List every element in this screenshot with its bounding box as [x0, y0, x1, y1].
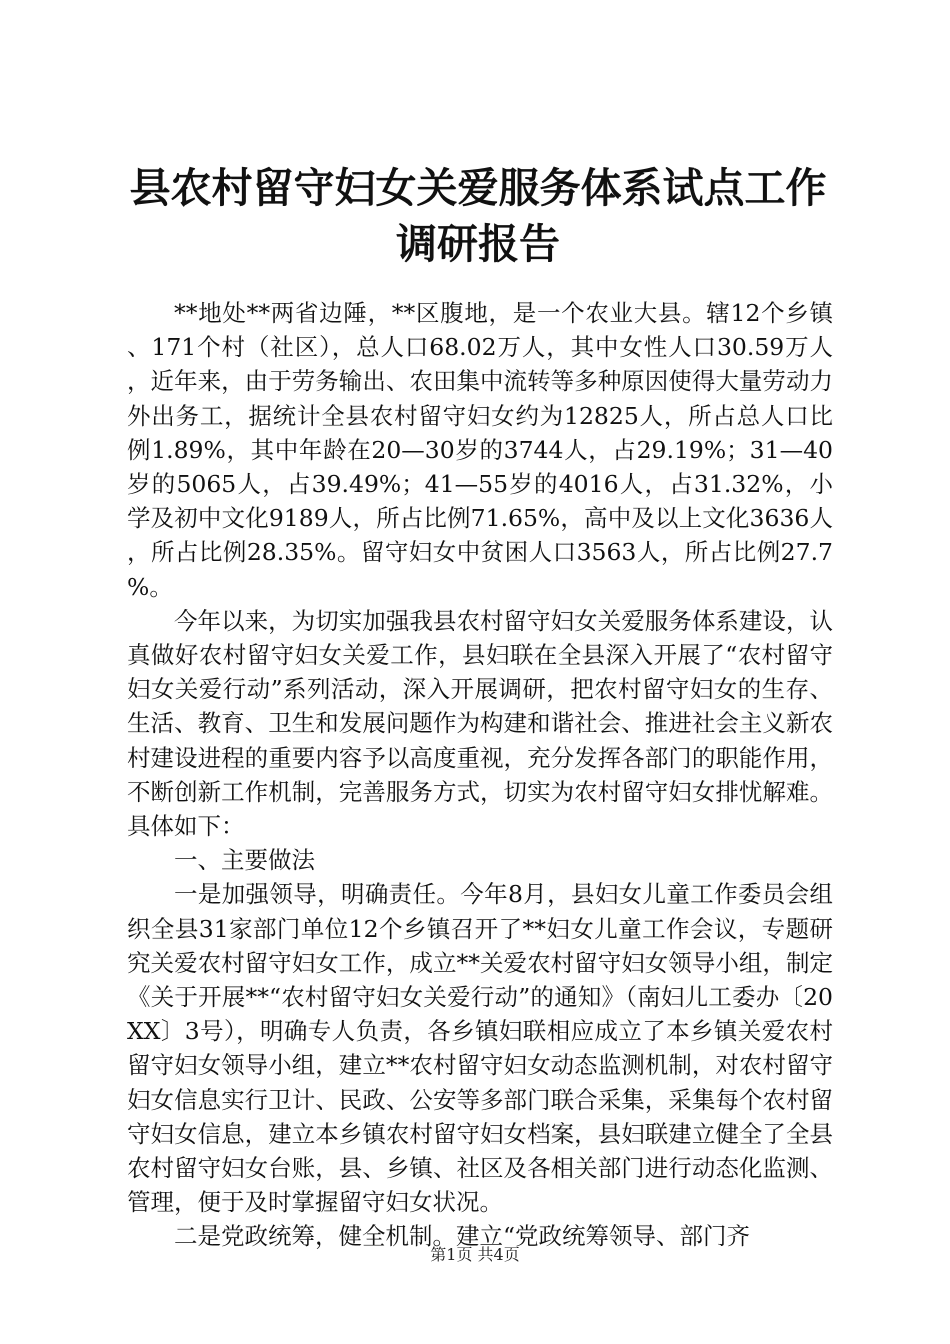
document-body	[127, 296, 833, 1254]
page-number-footer: 第1页 共4页	[430, 1245, 520, 1264]
document-title: 县农村留守妇女关爱服务体系试点工作调研报告	[129, 164, 827, 268]
paragraph-leadership: 一是加强领导，明确责任。今年8月，县妇女儿童工作委员会组织全县31家部门单位12个乡镇召开了**妇女儿童工作会议，专题研究关爱农村留守妇女工作，成立**关爱农村留守妇女领导小组，制定《关于开展**“农村留守妇女关爱行动”的通知》（南妇儿工委办〔20XX〕3号），明确专人负责，各乡镇妇联相应成立了本乡镇关爱农村留守妇女领导小组，建立**农村留守妇女动态监测机制，对农村留守妇女信息实行卫计、民政、公安等多部门联合采集，采集每个农村留守妇女信息，建立本乡镇农村留守妇女档案，县妇联建立健全了全县农村留守妇女台账，县、乡镇、社区及各相关部门进行动态化监测、管理，便于及时掌握留守妇女状况。	[127, 880, 833, 1217]
section-heading-main-practices: 一、主要做法	[174, 846, 315, 875]
paragraph-introduction: 今年以来，为切实加强我县农村留守妇女关爱服务体系建设，认真做好农村留守妇女关爱工作，县妇联在全县深入开展了“农村留守妇女关爱行动”系列活动，深入开展调研，把农村留守妇女的生存、生活、教育、卫生和发展问题作为构建和谐社会、推进社会主义新农村建设进程的重要内容予以高度重视，充分发挥各部门的职能作用，不断创新工作机制，完善服务方式，切实为农村留守妇女排忧解难。具体如下：	[127, 606, 833, 841]
paragraph-overview: **地处**两省边陲，**区腹地，是一个农业大县。辖12个乡镇、171个村（社区），总人口68.02万人，其中女性人口30.59万人，近年来，由于劳务输出、农田集中流转等多种原因使得大量劳动力外出务工，据统计全县农村留守妇女约为12825人，所占总人口比例1.89%，其中年龄在20—30岁的3744人，占29.19%；31—40岁的5065人，占39.49%；41—55岁的4016人，占31.32%，小学及初中文化9189人，所占比例71.65%，高中及以上文化3636人，所占比例28.35%。留守妇女中贫困人口3563人，所占比例27.7%。	[127, 299, 833, 601]
paragraph-coordination: 二是党政统筹，健全机制。建立“党政统筹领导、部门齐	[174, 1222, 751, 1251]
